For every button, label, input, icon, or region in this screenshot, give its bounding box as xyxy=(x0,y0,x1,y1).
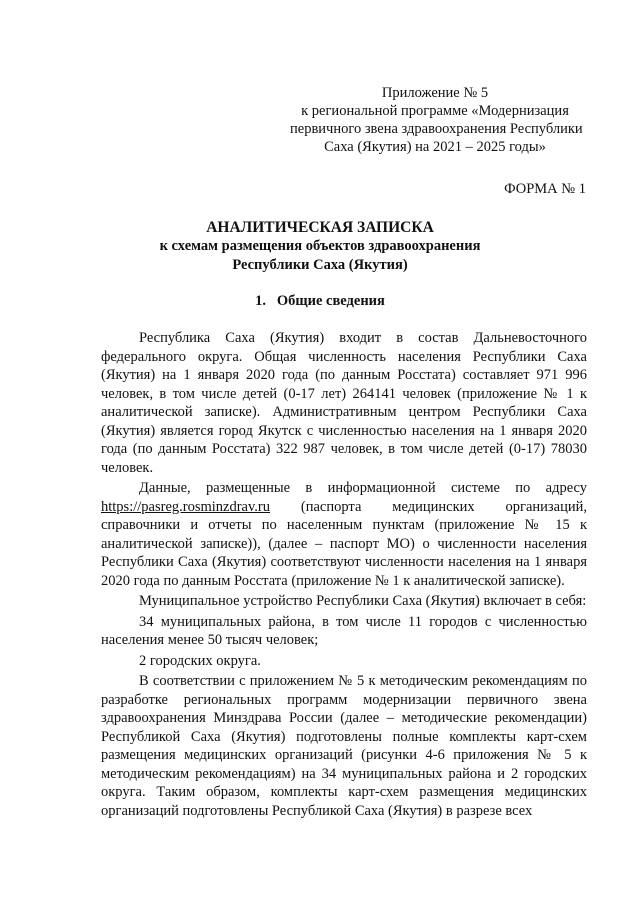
section-number: 1. xyxy=(255,293,266,309)
title-line-3: Республики Саха (Якутия) xyxy=(232,257,408,273)
paragraph-6: В соответствии с приложением № 5 к методическим рекомендациям по разработке региональных программ модернизации первичного звена здравоохранения Минздрава России (далее – методические рекомендации) Республикой Саха (Якутия) подготовлены полные комплекты карт-схем размещения медицинских организаций (рисунки 4-6 приложения № 5 к методическим рекомендациям) на 34 муниципальных района и 2 городских округа. Таким образом, комплекты карт-схем размещения медицинских организаций подготовлены Республикой Саха (Якутия) в разрезе всех xyxy=(101,673,587,819)
appendix-line-1: Приложение № 5 xyxy=(381,85,489,101)
form-label: ФОРМА № 1 xyxy=(504,181,586,197)
section-heading xyxy=(100,293,540,310)
paragraph-4: 34 муниципальных района, в том числе 11 городов с численностью населения менее 50 тысяч человек; xyxy=(101,613,587,648)
appendix-line-4: Саха (Якутия) на 2021 – 2025 годы» xyxy=(324,139,546,155)
appendix-header xyxy=(290,84,583,156)
paragraph-5: 2 городских округа. xyxy=(139,652,261,669)
appendix-line-3: первичного звена здравоохранения Республики xyxy=(290,121,583,137)
section-title: Общие сведения xyxy=(276,293,385,309)
pasreg-link[interactable]: https://pasreg.rosminzdrav.ru xyxy=(101,498,270,515)
title-line-2: к схемам размещения объектов здравоохранения xyxy=(159,238,481,254)
document-title xyxy=(100,218,540,275)
body-text xyxy=(101,329,587,820)
paragraph-2-text-end: (паспорта медицинских организаций, справочники и отчеты по населенным пунктам (приложение № 15 к аналитической записке)), (далее – паспорт МО) о численности населения Республики Саха (Якутия) соответствуют численности населения на 1 января 2020 года по данным Росстата (приложение № 1 к аналитической записке). xyxy=(101,498,587,589)
paragraph-2 xyxy=(101,479,587,590)
title-line-1: АНАЛИТИЧЕСКАЯ ЗАПИСКА xyxy=(206,219,434,236)
paragraph-3: Муниципальное устройство Республики Саха (Якутия) включает в себя: xyxy=(139,593,587,609)
appendix-line-2: к региональной программе «Модернизация xyxy=(301,103,569,119)
paragraph-1: Республика Саха (Якутия) входит в состав Дальневосточного федерального округа. Общая численность населения Республики Саха (Якутия) на 1 января 2020 года (по данным Росстата) составляет 971 996 человек, в том числе детей (0-17 лет) 264141 человек (приложение № 1 к аналитической записке). Административным центром Республики Саха (Якутия) является город Якутск с численностью населения на 1 января 2020 года (по данным Росстата) 322 987 человек, в том числе детей (0-17) 78030 человек. xyxy=(101,330,587,476)
paragraph-2-text-start: Данные, размещенные в информационной системе по адресу xyxy=(139,480,587,496)
